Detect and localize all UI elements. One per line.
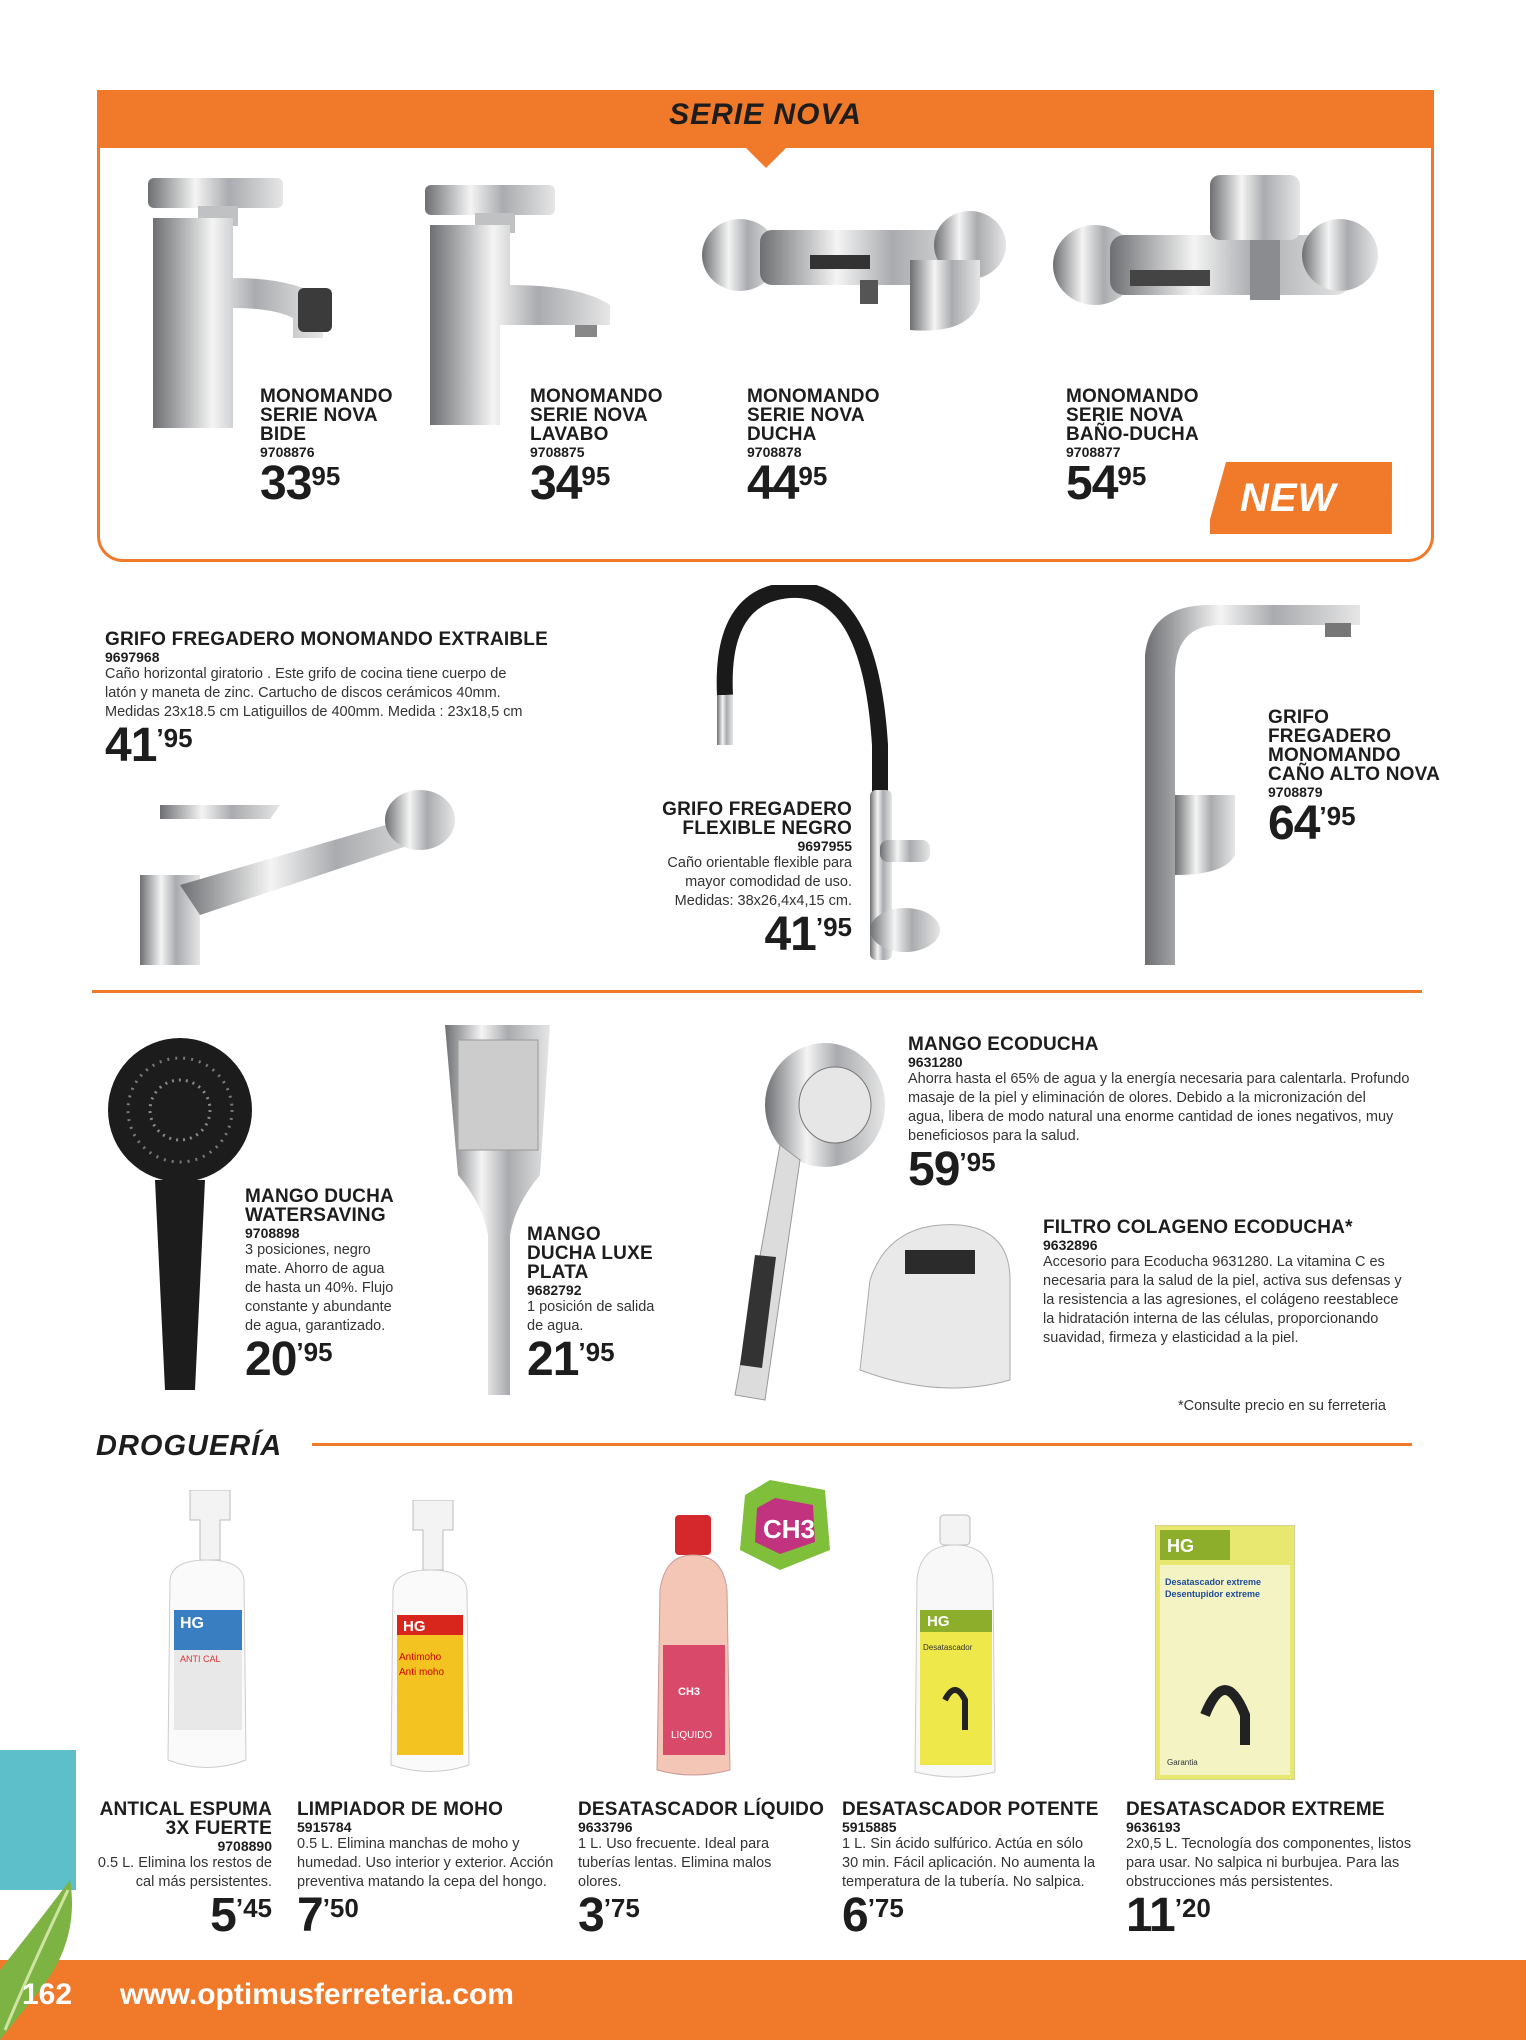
hg-logo-text: HG bbox=[180, 1615, 204, 1632]
product-name: DUCHA LUXE bbox=[527, 1243, 653, 1264]
antimoho-text: Antimoho bbox=[399, 1652, 442, 1663]
antical-spray-bottle-image bbox=[160, 1490, 255, 1775]
product-price: 7’50 bbox=[297, 1889, 359, 1942]
product-description: latón y maneta de zinc. Cartucho de discos cerámicos 40mm. bbox=[105, 685, 501, 701]
product-description: obstrucciones más persistentes. bbox=[1126, 1874, 1334, 1890]
product-description: suavidad, firmeza y elasticidad a la piel. bbox=[1043, 1330, 1299, 1346]
shower-mixer-image bbox=[700, 185, 1010, 335]
product-description: olores. bbox=[578, 1874, 622, 1890]
product-description: humedad. Uso interior y exterior. Acción bbox=[297, 1855, 554, 1871]
desatascador-potente bbox=[842, 1800, 1112, 1940]
mango-ecoducha bbox=[908, 1035, 1438, 1194]
product-description: masaje de la piel y eliminación de olores. Debido a la micronización del bbox=[908, 1090, 1366, 1106]
new-badge-label: NEW bbox=[1240, 476, 1337, 520]
hg-logo-text: HG bbox=[403, 1618, 426, 1635]
hg-logo-text: HG bbox=[927, 1613, 950, 1630]
footer-website-link[interactable]: www.optimusferreteria.com bbox=[120, 1978, 514, 2011]
product-name: MONOMANDO bbox=[1066, 386, 1199, 407]
desatascador-text: Desatascador bbox=[923, 1643, 973, 1652]
product-name: 3X FUERTE bbox=[165, 1818, 272, 1839]
product-name: SERIE NOVA bbox=[1066, 405, 1184, 426]
product-name: MANGO bbox=[527, 1224, 601, 1245]
grifo-flexible-negro bbox=[610, 800, 852, 959]
product-name: LIMPIADOR DE MOHO bbox=[297, 1799, 504, 1820]
side-tab bbox=[0, 1750, 76, 1890]
anti-moho-text: Anti moho bbox=[399, 1667, 445, 1678]
product-price: 41’95 bbox=[764, 908, 852, 961]
product-description: de hasta un 40%. Flujo bbox=[245, 1280, 394, 1296]
product-code: 9708879 bbox=[1268, 784, 1323, 800]
collagen-filter-image bbox=[850, 1220, 1020, 1400]
filtro-colageno bbox=[1043, 1218, 1433, 1348]
product-name: WATERSAVING bbox=[245, 1205, 386, 1226]
product-price: 3395 bbox=[260, 457, 341, 510]
product-description: 0.5 L. Elimina los restos de bbox=[97, 1855, 272, 1871]
page-number: 162 bbox=[22, 1978, 73, 2011]
product-name: FREGADERO bbox=[1268, 726, 1392, 747]
product-name: MANGO DUCHA bbox=[245, 1186, 394, 1207]
serie-nova-header-pointer bbox=[744, 146, 788, 168]
product-description: Caño horizontal giratorio . Este grifo de cocina tiene cuerpo de bbox=[105, 666, 507, 682]
product-code: 9697955 bbox=[797, 838, 852, 854]
product-description: Caño orientable flexible para bbox=[667, 855, 852, 871]
product-description: 1 posición de salida bbox=[527, 1299, 655, 1315]
limpiador-moho bbox=[297, 1800, 577, 1940]
product-code: 5915885 bbox=[842, 1819, 897, 1835]
ch3-logo-text: CH3 bbox=[763, 1514, 816, 1544]
product-price: 41’95 bbox=[105, 719, 193, 772]
product-code: 9708890 bbox=[217, 1838, 272, 1854]
product-description: temperatura de la tubería. No salpica. bbox=[842, 1874, 1085, 1890]
pull-out-kitchen-faucet-image bbox=[120, 775, 460, 975]
product-name: GRIFO FREGADERO bbox=[662, 799, 852, 820]
product-description: 2x0,5 L. Tecnología dos componentes, listos bbox=[1126, 1836, 1412, 1852]
product-price: 6’75 bbox=[842, 1889, 904, 1942]
product-name: FILTRO COLAGENO ECODUCHA* bbox=[1043, 1217, 1353, 1238]
product-price: 64’95 bbox=[1268, 797, 1356, 850]
section-divider bbox=[312, 1443, 1412, 1446]
desatascador-extreme-text: Desatascador extreme bbox=[1165, 1577, 1262, 1587]
ch3-bottle-image bbox=[645, 1480, 845, 1780]
product-code: 9636193 bbox=[1126, 1819, 1181, 1835]
product-name: SERIE NOVA bbox=[747, 405, 865, 426]
product-name: MONOMANDO bbox=[530, 386, 663, 407]
product-description: de agua, garantizado. bbox=[245, 1318, 386, 1334]
section-divider bbox=[92, 990, 1422, 993]
product-description: Medidas: 38x26,4x4,15 cm. bbox=[674, 893, 852, 909]
product-code: 9632896 bbox=[1043, 1237, 1098, 1253]
product-price: 11’20 bbox=[1126, 1889, 1211, 1942]
garantia-text: Garantia bbox=[1167, 1758, 1198, 1767]
product-name: ANTICAL ESPUMA bbox=[99, 1799, 272, 1820]
leaf-icon bbox=[0, 1880, 110, 2040]
grifo-extraible bbox=[105, 630, 565, 770]
product-name: DUCHA bbox=[747, 424, 817, 445]
serie-nova-title: SERIE NOVA bbox=[669, 98, 862, 131]
ch3-bottle-text: CH3 bbox=[678, 1686, 701, 1698]
nova-product-bano-ducha bbox=[1066, 387, 1199, 508]
product-name: CAÑO ALTO NOVA bbox=[1268, 764, 1441, 785]
hg-logo-text: HG bbox=[1167, 1536, 1194, 1556]
product-code: 9697968 bbox=[105, 649, 160, 665]
product-description: 3 posiciones, negro bbox=[245, 1242, 371, 1258]
product-code: 9708875 bbox=[530, 444, 585, 460]
product-description: agua, libera de modo natural una enorme cantidad de iones negativos, muy bbox=[908, 1109, 1394, 1125]
product-name: MONOMANDO bbox=[260, 386, 393, 407]
new-badge bbox=[1210, 462, 1396, 534]
desentupidor-extreme-text: Desentupidor extreme bbox=[1165, 1589, 1261, 1599]
product-price: 20’95 bbox=[245, 1333, 333, 1386]
product-description: Ahorra hasta el 65% de agua y la energía necesaria para calentarla. Profundo bbox=[908, 1071, 1410, 1087]
product-description: la resistencia a las agresiones, el colágeno reestablece bbox=[1043, 1292, 1399, 1308]
product-name: MANGO ECODUCHA bbox=[908, 1034, 1099, 1055]
product-description: para usar. No salpica ni burbujea. Para las bbox=[1126, 1855, 1400, 1871]
nova-product-bide bbox=[260, 387, 393, 508]
product-price: 21’95 bbox=[527, 1333, 615, 1386]
product-name: DESATASCADOR POTENTE bbox=[842, 1799, 1099, 1820]
product-code: 9708876 bbox=[260, 444, 315, 460]
product-code: 9631280 bbox=[908, 1054, 963, 1070]
product-name: MONOMANDO bbox=[747, 386, 880, 407]
product-price: 4495 bbox=[747, 457, 828, 510]
product-code: 9708877 bbox=[1066, 444, 1121, 460]
product-description: Accesorio para Ecoducha 9631280. La vitamina C es bbox=[1043, 1254, 1385, 1270]
section-title-drogueria: DROGUERÍA bbox=[96, 1430, 283, 1462]
product-name: GRIFO FREGADERO MONOMANDO EXTRAIBLE bbox=[105, 629, 548, 650]
anti-cal-text: ANTI CAL bbox=[180, 1654, 221, 1664]
nova-product-ducha bbox=[747, 387, 880, 508]
product-name: FLEXIBLE NEGRO bbox=[682, 818, 852, 839]
product-price: 3495 bbox=[530, 457, 611, 510]
grifo-cano-alto-nova bbox=[1268, 708, 1468, 848]
product-price: 5’45 bbox=[210, 1889, 272, 1942]
product-description: cal más persistentes. bbox=[135, 1874, 272, 1890]
product-description: mate. Ahorro de agua bbox=[245, 1261, 385, 1277]
product-description: necesaria para la salud de la piel, activa sus defensas y bbox=[1043, 1273, 1402, 1289]
product-name: GRIFO bbox=[1268, 707, 1330, 728]
product-description: preventiva matando la cepa del hongo. bbox=[297, 1874, 547, 1890]
desatascador-liquido bbox=[578, 1800, 828, 1940]
price-note: *Consulte precio en su ferreteria bbox=[1178, 1398, 1386, 1414]
desatascador-extreme-box-image bbox=[1155, 1525, 1295, 1780]
product-name: SERIE NOVA bbox=[260, 405, 378, 426]
product-description: la hidratación interna de las células, proporcionando bbox=[1043, 1311, 1379, 1327]
product-name: BIDE bbox=[260, 424, 307, 445]
product-price: 3’75 bbox=[578, 1889, 640, 1942]
product-description: 1 L. Uso frecuente. Ideal para bbox=[578, 1836, 770, 1852]
black-shower-head-image bbox=[105, 1030, 255, 1400]
nova-product-lavabo bbox=[530, 387, 663, 508]
product-price: 59’95 bbox=[908, 1143, 996, 1196]
product-code: 9708898 bbox=[245, 1225, 300, 1241]
product-description: beneficiosos para la salud. bbox=[908, 1128, 1080, 1144]
product-name: PLATA bbox=[527, 1262, 589, 1283]
desatascador-potente-bottle-image bbox=[905, 1510, 1005, 1780]
product-description: 30 min. Fácil aplicación. No aumenta la bbox=[842, 1855, 1096, 1871]
product-description: constante y abundante bbox=[245, 1299, 392, 1315]
product-code: 9682792 bbox=[527, 1282, 582, 1298]
mango-luxe-plata bbox=[527, 1225, 687, 1384]
product-description: tuberías lentas. Elimina malos bbox=[578, 1855, 772, 1871]
product-description: 0.5 L. Elimina manchas de moho y bbox=[297, 1836, 520, 1852]
mango-watersaving bbox=[245, 1187, 405, 1384]
product-code: 9708878 bbox=[747, 444, 802, 460]
product-name: SERIE NOVA bbox=[530, 405, 648, 426]
product-description: 1 L. Sin ácido sulfúrico. Actúa en sólo bbox=[842, 1836, 1084, 1852]
product-description: mayor comodidad de uso. bbox=[685, 874, 852, 890]
product-code: 9633796 bbox=[578, 1819, 633, 1835]
product-name: MONOMANDO bbox=[1268, 745, 1401, 766]
bath-shower-mixer-image bbox=[1050, 170, 1380, 350]
product-name: LAVABO bbox=[530, 424, 609, 445]
product-name: DESATASCADOR LÍQUIDO bbox=[578, 1799, 825, 1820]
desatascador-extreme bbox=[1126, 1800, 1446, 1940]
product-name: DESATASCADOR EXTREME bbox=[1126, 1799, 1385, 1820]
product-name: BAÑO-DUCHA bbox=[1066, 424, 1199, 445]
product-description: Medidas 23x18.5 cm Latiguillos de 400mm. Medida : 23x18,5 cm bbox=[105, 704, 523, 720]
product-code: 5915784 bbox=[297, 1819, 352, 1835]
liquido-text: LIQUIDO bbox=[671, 1730, 713, 1741]
antimoho-spray-bottle-image bbox=[385, 1500, 475, 1775]
product-description: de agua. bbox=[527, 1318, 584, 1334]
product-price: 5495 bbox=[1066, 457, 1147, 510]
